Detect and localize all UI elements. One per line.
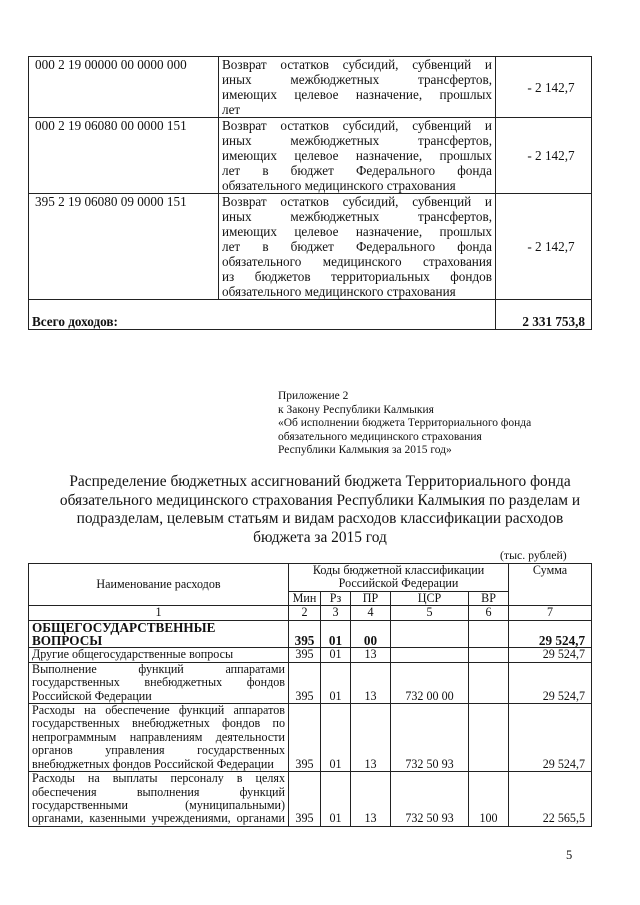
header-col-pr: ПР	[351, 591, 391, 605]
cell-min: 395	[289, 648, 321, 662]
cell-pr: 13	[351, 648, 391, 662]
cell-vr: 100	[469, 772, 509, 827]
cell-sum: 29 524,7	[509, 662, 592, 703]
cell-vr	[469, 648, 509, 662]
revenue-code: 395 2 19 06080 09 0000 151	[29, 194, 219, 300]
header-col-csr: ЦСР	[391, 591, 469, 605]
header-name: Наименование расходов	[29, 564, 289, 606]
revenue-amount: - 2 142,7	[496, 118, 592, 194]
revenue-amount: - 2 142,7	[496, 57, 592, 118]
revenue-description	[219, 118, 496, 194]
expense-name-line: Выполнение функций аппаратами	[32, 661, 285, 676]
cell-min: 395	[289, 620, 321, 648]
appendix-line: к Закону Республики Калмыкия	[278, 403, 434, 416]
units-label: (тыс. рублей)	[500, 548, 567, 562]
header-num: 2	[289, 606, 321, 620]
header-codes-group	[289, 564, 509, 592]
header-codes-line: Коды бюджетной классификации	[312, 563, 485, 577]
title-line: подразделам, целевым статьям и видам расходов классификации расходов	[76, 510, 564, 527]
header-col-min: Мин	[289, 591, 321, 605]
description-line: имеющих целевое назначение, прошлых	[222, 148, 492, 163]
description-line: лет в бюджет Федерального фонда	[222, 239, 492, 254]
description-line: Возврат остатков субсидий, субвенций и	[222, 57, 492, 72]
revenue-code: 000 2 19 06080 00 0000 151	[29, 118, 219, 194]
description-line: лет в бюджет Федерального фонда	[222, 163, 492, 178]
cell-min: 395	[289, 662, 321, 703]
table-row	[29, 648, 592, 662]
revenue-row	[29, 118, 592, 194]
header-num: 5	[391, 606, 469, 620]
expense-name	[29, 772, 289, 827]
description-line: иных межбюджетных трансфертов,	[222, 209, 492, 224]
revenue-table	[28, 56, 592, 330]
cell-vr	[469, 620, 509, 648]
description-line: из бюджетов территориальных фондов	[222, 269, 492, 284]
table-row	[29, 772, 592, 827]
revenue-description	[219, 194, 496, 300]
header-sum: Сумма	[509, 564, 592, 606]
cell-min: 395	[289, 704, 321, 772]
cell-rz: 01	[321, 772, 351, 827]
cell-csr: 732 50 93	[391, 772, 469, 827]
description-line: иных межбюджетных трансфертов,	[222, 72, 492, 87]
revenue-code: 000 2 19 00000 00 0000 000	[29, 57, 219, 118]
cell-sum: 29 524,7	[509, 620, 592, 648]
description-line: иных межбюджетных трансфертов,	[222, 133, 492, 148]
description-line: имеющих целевое назначение, прошлых	[222, 87, 492, 102]
description-line: Возврат остатков субсидий, субвенций и	[222, 118, 492, 133]
expenditure-table	[28, 563, 592, 827]
table-row	[29, 662, 592, 703]
total-amount: 2 331 753,8	[496, 300, 592, 330]
header-col-vr: ВР	[469, 591, 509, 605]
header-num: 4	[351, 606, 391, 620]
cell-pr: 13	[351, 772, 391, 827]
expense-name-line: государственных внебюджетных фондов	[32, 675, 285, 690]
cell-pr: 13	[351, 662, 391, 703]
cell-vr	[469, 662, 509, 703]
cell-pr: 00	[351, 620, 391, 648]
header-col-rz: Рз	[321, 591, 351, 605]
description-line: лет	[222, 102, 241, 117]
description-line: обязательного медицинского страхования	[222, 284, 456, 299]
header-num: 3	[321, 606, 351, 620]
cell-vr	[469, 704, 509, 772]
cell-sum: 29 524,7	[509, 704, 592, 772]
expense-name-line: непрограммным направлениям деятельности	[32, 729, 285, 744]
cell-min: 395	[289, 772, 321, 827]
table-row	[29, 620, 592, 648]
appendix-line: Приложение 2	[278, 390, 349, 402]
cell-sum: 22 565,5	[509, 772, 592, 827]
cell-csr: 732 00 00	[391, 662, 469, 703]
expense-name-line: Расходы на обеспечение функций аппаратов	[32, 703, 285, 718]
expense-name-line: ОБЩЕГОСУДАРСТВЕННЫЕ ВОПРОСЫ	[32, 619, 216, 649]
header-codes-line: Российской Федерации	[338, 576, 459, 591]
expense-name	[29, 620, 289, 648]
expense-name	[29, 648, 289, 662]
total-label: Всего доходов:	[29, 300, 496, 330]
revenue-row	[29, 57, 592, 118]
cell-rz: 01	[321, 648, 351, 662]
cell-csr: 732 50 93	[391, 704, 469, 772]
cell-sum: 29 524,7	[509, 648, 592, 662]
header-num: 7	[509, 606, 592, 620]
appendix-line: Республики Калмыкия за 2015 год»	[278, 444, 452, 457]
expense-name-line: органов управления государственных	[32, 743, 285, 758]
header-num: 1	[29, 606, 289, 620]
description-line: обязательного медицинского страхования	[222, 254, 492, 269]
cell-pr: 13	[351, 704, 391, 772]
revenue-row	[29, 194, 592, 300]
title-line: Распределение бюджетных ассигнований бюджета Территориального фонда	[69, 473, 571, 490]
expense-name-line: внебюджетных фондов Российской Федерации	[32, 756, 274, 771]
expense-name	[29, 704, 289, 772]
revenue-amount: - 2 142,7	[496, 194, 592, 300]
header-num: 6	[469, 606, 509, 620]
cell-rz: 01	[321, 662, 351, 703]
expense-name-line: государственными (муниципальными)	[32, 797, 285, 812]
page-number: 5	[566, 848, 573, 862]
title-line: обязательного медицинского страхования Республики Калмыкия по разделам и	[59, 491, 581, 509]
revenue-total-row	[29, 300, 592, 330]
description-line: обязательного медицинского страхования	[222, 178, 456, 193]
appendix-note	[278, 390, 531, 458]
description-line: Возврат остатков субсидий, субвенций и	[222, 194, 492, 209]
expense-name-line: государственных внебюджетных фондов по	[32, 716, 285, 731]
table-row	[29, 704, 592, 772]
cell-csr	[391, 648, 469, 662]
revenue-description	[219, 57, 496, 118]
cell-rz: 01	[321, 620, 351, 648]
appendix-line: обязательного медицинского страхования	[278, 430, 482, 443]
expense-name	[29, 662, 289, 703]
expense-name-line: обеспечения выполнения функций	[32, 784, 285, 799]
cell-rz: 01	[321, 704, 351, 772]
cell-csr	[391, 620, 469, 648]
title-line: бюджета за 2015 год	[253, 528, 387, 546]
description-line: имеющих целевое назначение, прошлых	[222, 224, 492, 239]
expense-name-line: Российской Федерации	[32, 688, 152, 703]
expense-name-line: Другие общегосударственные вопросы	[32, 647, 234, 662]
document-title	[52, 473, 588, 547]
expense-name-line: органами, казенными учреждениями, органами	[32, 811, 285, 826]
appendix-line: «Об исполнении бюджета Территориального фонда	[278, 417, 532, 430]
expense-name-line: Расходы на выплаты персоналу в целях	[32, 771, 285, 786]
